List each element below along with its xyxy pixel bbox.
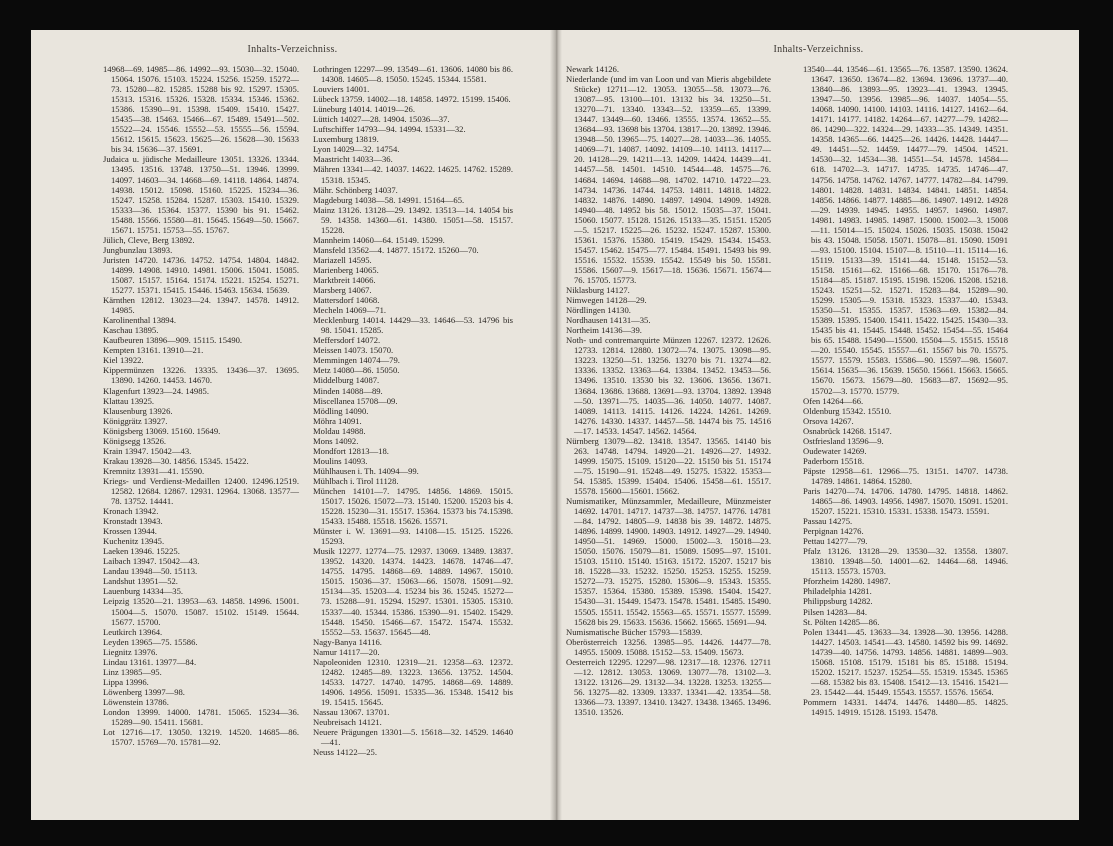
index-entry: Lüneburg 14014. 14019—26.	[313, 104, 416, 115]
index-entry: Linz 13985—95.	[103, 666, 162, 677]
index-entry: Klausenburg 13926.	[103, 405, 173, 416]
index-entry: Klattau 13925.	[103, 395, 155, 406]
index-entry: St. Pölten 14285—86.	[803, 616, 880, 627]
index-entry: Marsberg 14067.	[313, 285, 372, 296]
index-entry: Kaschau 13895.	[103, 325, 159, 336]
index-entry: Pettau 14277—79.	[803, 536, 868, 547]
index-entry: Newark 14126.	[566, 64, 619, 74]
index-entry: Noth- und contremarquirte Münzen 12267. 12372. 12626. 12733. 12814. 12880. 13072—74. 13075. 13098—95. 13223. 13250—51. 13256. 13270 bis 71. 13274—82. 13336. 13352. 13363—64. 13384. 13452. 13453—56. 13496. 13510. 13530 bis 32. 13606. 13656. 13671. 13684. 13686. 13688. 13691—93. 13704. 13892. 13948—50. 13971—75. 14035—36. 14050. 14077. 14087. 14089. 14113. 14115. 14126. 14224. 14261. 14269. 14276. 14330. 14337. 14457—58. 14474 bis 75. 14516—17. 14533. 14547. 14562. 14564.	[566, 335, 771, 436]
index-entry: Mähr. Schönberg 14037.	[313, 184, 398, 195]
index-entry: Lüttich 14027—28. 14904. 15036—37.	[313, 114, 450, 125]
index-entry: Numismatiker, Münzsammler, Medailleure, Münzmeister 14692. 14701. 14717. 14737—38. 14757. 14776. 14781—84. 14792. 14805—9. 14838 bis 39. 14872. 14875. 14896. 14899. 14900. 14903. 14912. 14927—29. 14940. 14950—51. 14969. 15000. 15002—3. 15018—23. 15050. 15076. 15079—81. 15089. 15095—97. 15101. 15103. 15110. 15140. 15163. 15172. 15207. 15217 bis 18. 15228—33. 15232. 15250. 15253. 15255. 15259. 15272—73. 15275. 15280. 15306—9. 15343. 15355. 15357. 15364. 15380. 15389. 15398. 15404. 15427. 15430—31. 15449. 15473. 15478. 15481. 15485. 15490. 15505. 15511. 15542. 15563—65. 15571. 15577. 15599. 15628 bis 29. 15633. 15636. 15662. 15665. 15691—94.	[566, 496, 771, 627]
index-entry: Niederlande (und im van Loon und van Mieris abgebildete Stücke) 12711—12. 13053. 13055—58. 13073—76. 13087—95. 13100—101. 13132 bis 34. 13250—51. 13270—71. 13340. 13343—52. 13359—65. 13399. 13447. 13449—60. 13466. 13555. 13574. 13652—55. 13684—93. 13698 bis 13704. 13817—20. 13892. 13946. 13948—50. 13965—75. 14027—28. 14033—36. 14055. 14069—71. 14087. 14092. 14109—10. 14113. 14117—20. 14128—29. 14211—13. 14209. 14424. 14439—41. 14457—58. 14501. 14510. 14544—48. 14575—76. 14684. 14694. 14688—98. 14702. 14710. 14722—23. 14734. 14736. 14744. 14753. 14811. 14818. 14822. 14832. 14876. 14890. 14897. 14904. 14909. 14928. 14940—48. 14952 bis 58. 15012. 15035—37. 15041. 15060. 15077. 15128. 15126. 15133—35. 15151. 15205—5. 15217. 15225—26. 15232. 15247. 15287. 15300. 15361. 15376. 15380. 15419. 15429. 15434. 15453. 15457. 15462. 15475—77. 15484. 15491. 15493 bis 99. 15516. 15532. 15539. 15542. 15549 bis 50. 15581. 15586. 15607—9. 15617—18. 15636. 15671. 15674—76. 15705. 15773.	[566, 74, 771, 285]
index-entry: Königgrätz 13927.	[103, 415, 168, 426]
left-index-column-2	[313, 64, 513, 757]
index-entry: Kärnthen 12812. 13023—24. 13947. 14578. 14912. 14985.	[103, 295, 299, 316]
index-entry: Memmingen 14074—79.	[313, 355, 400, 366]
index-entry: Moldau 14988.	[313, 425, 366, 436]
left-running-head: Inhalts-Verzeichniss.	[247, 44, 338, 55]
index-entry: Namur 14117—20.	[313, 646, 380, 657]
index-entry: Päpste 12958—61. 12966—75. 13151. 14707. 14738. 14789. 14861. 14864. 15280.	[803, 465, 1008, 486]
book-spread	[31, 30, 1079, 820]
index-entry: Mähren 13341—42. 14037. 14622. 14625. 14762. 15289. 15318. 15345.	[313, 164, 513, 185]
index-entry: Mecklenburg 14014. 14429—33. 14646—53. 14796 bis 98. 15041. 15285.	[313, 315, 513, 336]
index-entry: Mons 14092.	[313, 435, 359, 446]
index-entry: Kippermünzen 13226. 13335. 13436—37. 13695. 13890. 14260. 14453. 14670.	[103, 365, 299, 386]
index-entry: Osnabrück 14268. 15147.	[803, 425, 892, 436]
index-entry: Königsegg 13526.	[103, 435, 167, 446]
index-entry: Polen 13441—45. 13633—34. 13928—30. 13956. 14288. 14427. 14503. 14541—43. 14580. 14592 bis 99. 14692. 14739—40. 14756. 14793. 14856. 14881. 14899—903. 15068. 15108. 15179. 15181 bis 85. 15188. 15194. 15202. 15217. 15237. 15254—55. 15319. 15345. 15365—68. 15382 bis 83. 15408. 15412—13. 15416. 15421—23. 15442—44. 15449. 15543. 15557. 15576. 15654.	[803, 626, 1008, 697]
index-entry: Löwenberg 13997—98.	[103, 686, 185, 697]
index-entry: Neuss 14122—25.	[313, 747, 377, 758]
index-entry: Landshut 13951—52.	[103, 576, 178, 587]
index-entry: Pilsen 14283—84.	[803, 606, 867, 617]
index-entry: Luxemburg 13819.	[313, 134, 379, 145]
index-entry: Leipzig 13520—21. 13953—63. 14858. 14996. 15001. 15004—5. 15070. 15087. 15102. 15149. 15644. 15677. 15700.	[103, 596, 299, 627]
index-entry: Metz 14080—86. 15050.	[313, 365, 400, 376]
index-entry: Kremnitz 13931—41. 15590.	[103, 465, 205, 476]
right-index-column-2	[803, 64, 1008, 717]
index-entry: Mecheln 14069—71.	[313, 305, 387, 316]
index-entry: Meffersdorf 14072.	[313, 335, 381, 346]
index-entry: Marienberg 14065.	[313, 264, 379, 275]
index-entry: Perpignan 14276.	[803, 526, 864, 537]
index-entry: Lot 12716—17. 13050. 13219. 14520. 14685—86. 15707. 15769—70. 15781—92.	[103, 727, 299, 748]
index-entry: Lübeck 13759. 14002—18. 14858. 14972. 15199. 15406.	[313, 94, 511, 105]
index-entry: Löwenstein 13786.	[103, 696, 169, 707]
index-entry: Juristen 14720. 14736. 14752. 14754. 14804. 14842. 14899. 14908. 14910. 14981. 15006. 15041. 15085. 15087. 15157. 15164. 15174. 15221. 15254. 15271. 15277. 15371. 15415. 15446. 15463. 15634. 15639.	[103, 254, 299, 296]
index-entry: Pforzheim 14280. 14987.	[803, 576, 891, 587]
index-entry: Louviers 14001.	[313, 84, 370, 95]
index-entry: Krakau 13928—30. 14856. 15345. 15422.	[103, 455, 249, 466]
index-entry: Mondfort 12813—18.	[313, 445, 389, 456]
right-index-column-1	[566, 64, 771, 717]
index-entry: Laeken 13946. 15225.	[103, 546, 180, 557]
index-entry: Nagy-Banya 14116.	[313, 636, 382, 647]
index-entry: Mühlhausen i. Th. 14094—99.	[313, 465, 419, 476]
index-entry: Kaufbeuren 13896—909. 15115. 15490.	[103, 335, 243, 346]
index-entry: Numismatische Bücher 15793—15839.	[566, 626, 703, 637]
index-entry: Klagenfurt 13923—24. 14985.	[103, 385, 209, 396]
index-entry: Marktbreit 14066.	[313, 274, 376, 285]
index-entry: Luftschiffer 14793—94. 14994. 15331—32.	[313, 124, 466, 135]
index-entry: Königsberg 13069. 15160. 15649.	[103, 425, 221, 436]
index-entry: Kempten 13161. 13910—21.	[103, 345, 204, 356]
index-entry: Judaica u. jüdische Medailleure 13051. 13326. 13344. 13495. 13516. 13748. 13750—51. 13946. 13999. 14097. 14603—34. 14668—69. 14118. 14864. 14874. 14938. 15012. 15098. 15160. 15225. 15234—36. 15247. 15258. 15284. 15287. 15303. 15410. 15329. 15333—36. 15364. 15377. 15390 bis 91. 15462. 15488. 15566. 15580—81. 15645. 15649—50. 15667. 15671. 15751. 15753—55. 15767.	[103, 154, 299, 235]
index-entry: Oesterreich 12295. 12297—98. 12317—18. 12376. 12711—12. 12812. 13053. 13069. 13077—78. 13102—3. 13122. 13126—29. 13132—34. 13228. 13253. 13255—56. 13275—82. 13309. 13337. 13341—42. 13354—58. 13366—73. 13397. 13410. 13427. 13438. 13465. 13496. 13510. 13526.	[566, 656, 771, 717]
index-entry: Kriegs- und Verdienst-Medaillen 12400. 12496.12519. 12582. 12684. 12867. 12931. 12964. 13068. 13577—78. 13752. 14441.	[103, 475, 299, 507]
index-entry: Passau 14275.	[803, 516, 853, 527]
index-entry: Mainz 13126. 13128—29. 13492. 13513—14. 14054 bis 59. 14358. 14360—61. 14380. 15051—58. 15157. 15228.	[313, 204, 513, 235]
index-entry: Karolinenthal 13894.	[103, 315, 177, 326]
index-entry: Magdeburg 14038—58. 14991. 15164—65.	[313, 194, 465, 205]
index-entry: Northeim 14136—39.	[566, 325, 642, 336]
right-page	[558, 30, 1079, 820]
index-entry: Nassau 13067. 13701.	[313, 707, 390, 717]
index-entry: Kuchenitz 13945.	[103, 536, 165, 547]
index-entry: Oldenburg 15342. 15510.	[803, 405, 892, 416]
index-entry: Mühlbach i. Tirol 11128.	[313, 475, 399, 486]
index-entry: Nimwegen 14128—29.	[566, 295, 647, 306]
index-entry: Ofen 14264—66.	[803, 395, 864, 406]
index-entry: 13540—44. 13546—61. 13565—76. 13587. 13590. 13624. 13647. 13650. 13674—82. 13694. 13696. 13737—40. 13840—86. 13893—95. 13923—41. 13943. 13945. 13947—50. 13956. 13985—96. 14037. 14054—55. 14068. 14090. 14100. 14103. 14116. 14127. 14162—64. 14171. 14177. 14182. 14264—67. 14277—79. 14282—86. 14290—322. 14324—29. 14333—35. 14349. 14351. 14358. 14365—66. 14425—26. 14426. 14428. 14447—49. 14451—52. 14459. 14477—79. 14504. 14521. 14530—32. 14534—38. 14551—54. 14578. 14584—618. 14702—3. 14717. 14735. 14735. 14746—47. 14756. 14758. 14762. 14767. 14777. 14782—84. 14799. 14801. 14828. 14831. 14834. 14841. 14851. 14854. 14856. 14866. 14877. 14885—86. 14907. 14912. 14928—29. 14939. 14945. 14955. 14957. 14960. 14987. 14981. 14983. 14985. 14987. 15000. 15002—3. 15008—11. 15014—15. 15024. 15026. 15035. 15038. 15042 bis 43. 15048. 15058. 15071. 15078—81. 15090. 15091—93. 15100. 15104. 15107—8. 15110—11. 15114—16. 15119. 15133—39. 15141—44. 15148. 15152—53. 15158. 15161—62. 15166—68. 15170. 15176—78. 15184—85. 15187. 15195. 15198. 15206. 15208. 15218. 15243. 15251—52. 15271. 15283—84. 15289—90. 15299. 15305—9. 15318. 15323. 15337—40. 15343. 15350—51. 15355. 15357. 15363—69. 15382—84. 15389. 15395. 15400. 15411. 15422. 15425. 15430—33. 15435 bis 41. 15445. 15448. 15452. 15454—55. 15464 bis 65. 15488. 15490—15500. 15504—5. 15515. 15518—20. 15540. 15545. 15557—61. 15567 bis 70. 15575. 15577. 15579. 15583. 15586—90. 15597—98. 15607. 15614. 15635—36. 15639. 15650. 15661. 15663. 15665. 15670. 15673. 15679—80. 15683—87. 15692—95. 15702—3. 15770. 15779.	[803, 64, 1008, 396]
left-index-column-1	[103, 64, 299, 747]
index-entry: Minden 14088—89.	[313, 385, 383, 396]
index-entry: Pommern 14331. 14474. 14476. 14480—85. 14825. 14915. 14919. 15128. 15193. 15478.	[803, 696, 1008, 717]
index-entry: Jülich, Cleve, Berg 13892.	[103, 234, 195, 245]
index-entry: Niklasburg 14127.	[566, 285, 630, 296]
index-entry: Moulins 14093.	[313, 455, 368, 466]
index-entry: Kronach 13942.	[103, 506, 159, 517]
index-entry: Oudewater 14269.	[803, 445, 867, 456]
index-entry: Jungbunzlau 13893.	[103, 244, 173, 255]
index-entry: Krain 13947. 15042—43.	[103, 445, 192, 456]
index-entry: Lyon 14029—32. 14754.	[313, 144, 400, 155]
index-entry: Laibach 13947. 15042—43.	[103, 556, 200, 567]
index-entry: München 14101—7. 14795. 14856. 14869. 15015. 15017. 15026. 15072—73. 15140. 15200. 15203 bis 4. 15228. 15230—31. 15517. 15364. 15373 bis 74.15398. 15433. 15488. 15518. 15626. 15571.	[313, 485, 513, 527]
index-entry: Mannheim 14060—64. 15149. 15299.	[313, 234, 445, 245]
index-entry: Landau 13948—50. 15113.	[103, 566, 198, 577]
index-entry: Oberösterreich 13256. 13985—95. 14426. 14477—78. 14955. 15009. 15088. 15152—53. 15409. 15673.	[566, 636, 771, 657]
index-entry: Pfalz 13126. 13128—29. 13530—32. 13558. 13807. 13810. 13948—50. 14001—62. 14464—68. 14946. 15113. 15573. 15703.	[803, 546, 1008, 577]
index-entry: Musik 12277. 12774—75. 12937. 13069. 13489. 13837. 13952. 14320. 14374. 14423. 14678. 14746—47. 14755. 14795. 14868—69. 14889. 14967. 15010. 15015. 15036—37. 15063—66. 15078. 15091—92. 15134—35. 15203—4. 15234 bis 36. 15245. 15272—73. 15288—91. 15294. 15297. 15301. 15305. 15310. 15337—40. 15344. 15386. 15390—91. 15402. 15429. 15448. 15450. 15466—67. 15472. 15474. 15532. 15552—53. 15637. 15645—48.	[313, 546, 513, 637]
index-entry: Möhra 14091.	[313, 415, 362, 426]
index-entry: Krossen 13944.	[103, 526, 157, 537]
index-entry: Mödling 14090.	[313, 405, 369, 416]
index-entry: Neubreisach 14121.	[313, 717, 382, 728]
index-entry: Mattersdorf 14068.	[313, 295, 380, 306]
index-entry: Leutkirch 13964.	[103, 626, 163, 637]
index-entry: Lippa 13996.	[103, 676, 149, 687]
index-entry: Liegnitz 13976.	[103, 646, 158, 657]
index-entry: Ostfriesland 13596—9.	[803, 435, 884, 446]
index-entry: Nürnberg 13079—82. 13418. 13547. 13565. 14140 bis 263. 14748. 14794. 14920—21. 14926—27. 14932. 14999. 15075. 15109. 15120—22. 15150 bis 51. 15174—75. 15190—91. 15248—49. 15275. 15322. 15353—54. 15385. 15399. 15404. 15406. 15458—61. 15517. 15578. 15600—15601. 15662.	[566, 435, 771, 496]
index-entry: Neuere Prägungen 13301—5. 15618—32. 14529. 14640—41.	[313, 727, 513, 748]
index-entry: Leyden 13965—75. 15586.	[103, 636, 198, 647]
left-page	[31, 30, 554, 820]
index-entry: Philippsburg 14282.	[803, 596, 873, 607]
index-entry: 14968—69. 14985—86. 14992—93. 15030—32. 15040. 15064. 15076. 15103. 15224. 15256. 15259. 15272—73. 15280—82. 15285. 15288 bis 92. 15297. 15305. 15313. 15316. 15326. 15328. 15334. 15346. 15362. 15386. 15390—91. 15398. 15409. 15410. 15427. 15435—38. 15463. 15466—67. 15489. 15491—502. 15522—24. 15546. 15552—53. 15555—56. 15594. 15612. 15615. 15623. 15625—26. 15628—30. 15633 bis 34. 15636—37. 15691.	[103, 64, 299, 155]
index-entry: Maastricht 14033—36.	[313, 154, 393, 165]
index-entry: Lothringen 12297—99. 13549—61. 13606. 14080 bis 86. 14308. 14605—8. 15050. 15245. 15344. 15581.	[313, 64, 513, 85]
index-entry: Kiel 13922.	[103, 355, 144, 366]
index-entry: Mariazell 14595.	[313, 254, 372, 265]
index-entry: Mansfeld 13562—4. 14877. 15172. 15260—70.	[313, 244, 479, 255]
index-entry: Paderborn 15518.	[803, 455, 865, 466]
index-entry: Paris 14270—74. 14706. 14780. 14795. 14818. 14862. 14865—86. 14903. 14956. 14987. 15070. 15091. 15201. 15207. 15221. 15310. 15331. 15338. 15473. 15591.	[803, 485, 1008, 517]
index-entry: Nordhausen 14131—35.	[566, 315, 651, 326]
index-entry: Orsova 14267.	[803, 415, 854, 426]
index-entry: Münster i. W. 13691—93. 14108—15. 15125. 15226. 15293.	[313, 526, 513, 547]
index-entry: Lauenburg 14334—35.	[103, 586, 184, 597]
index-entry: Napoleoniden 12310. 12319—21. 12358—63. 12372. 12482. 12485—89. 13223. 13656. 13752. 14504. 14533. 14727. 14740. 14795. 14868—69. 14889. 14906. 14956. 15091. 15335—36. 15348. 15412 bis 19. 15415. 15645.	[313, 656, 513, 707]
index-entry: Nördlingen 14130.	[566, 305, 631, 316]
index-entry: Middelburg 14087.	[313, 375, 380, 386]
index-entry: London 13999. 14000. 14781. 15065. 15234—36. 15289—90. 15411. 15681.	[103, 707, 299, 728]
index-entry: Meissen 14073. 15070.	[313, 345, 394, 356]
index-entry: Lindau 13161. 13977—84.	[103, 656, 197, 667]
index-entry: Miscellanea 15708—09.	[313, 395, 398, 406]
right-running-head: Inhalts-Verzeichniss.	[773, 44, 864, 55]
index-entry: Kronstadt 13943.	[103, 516, 163, 527]
index-entry: Philadelphia 14281.	[803, 586, 872, 597]
